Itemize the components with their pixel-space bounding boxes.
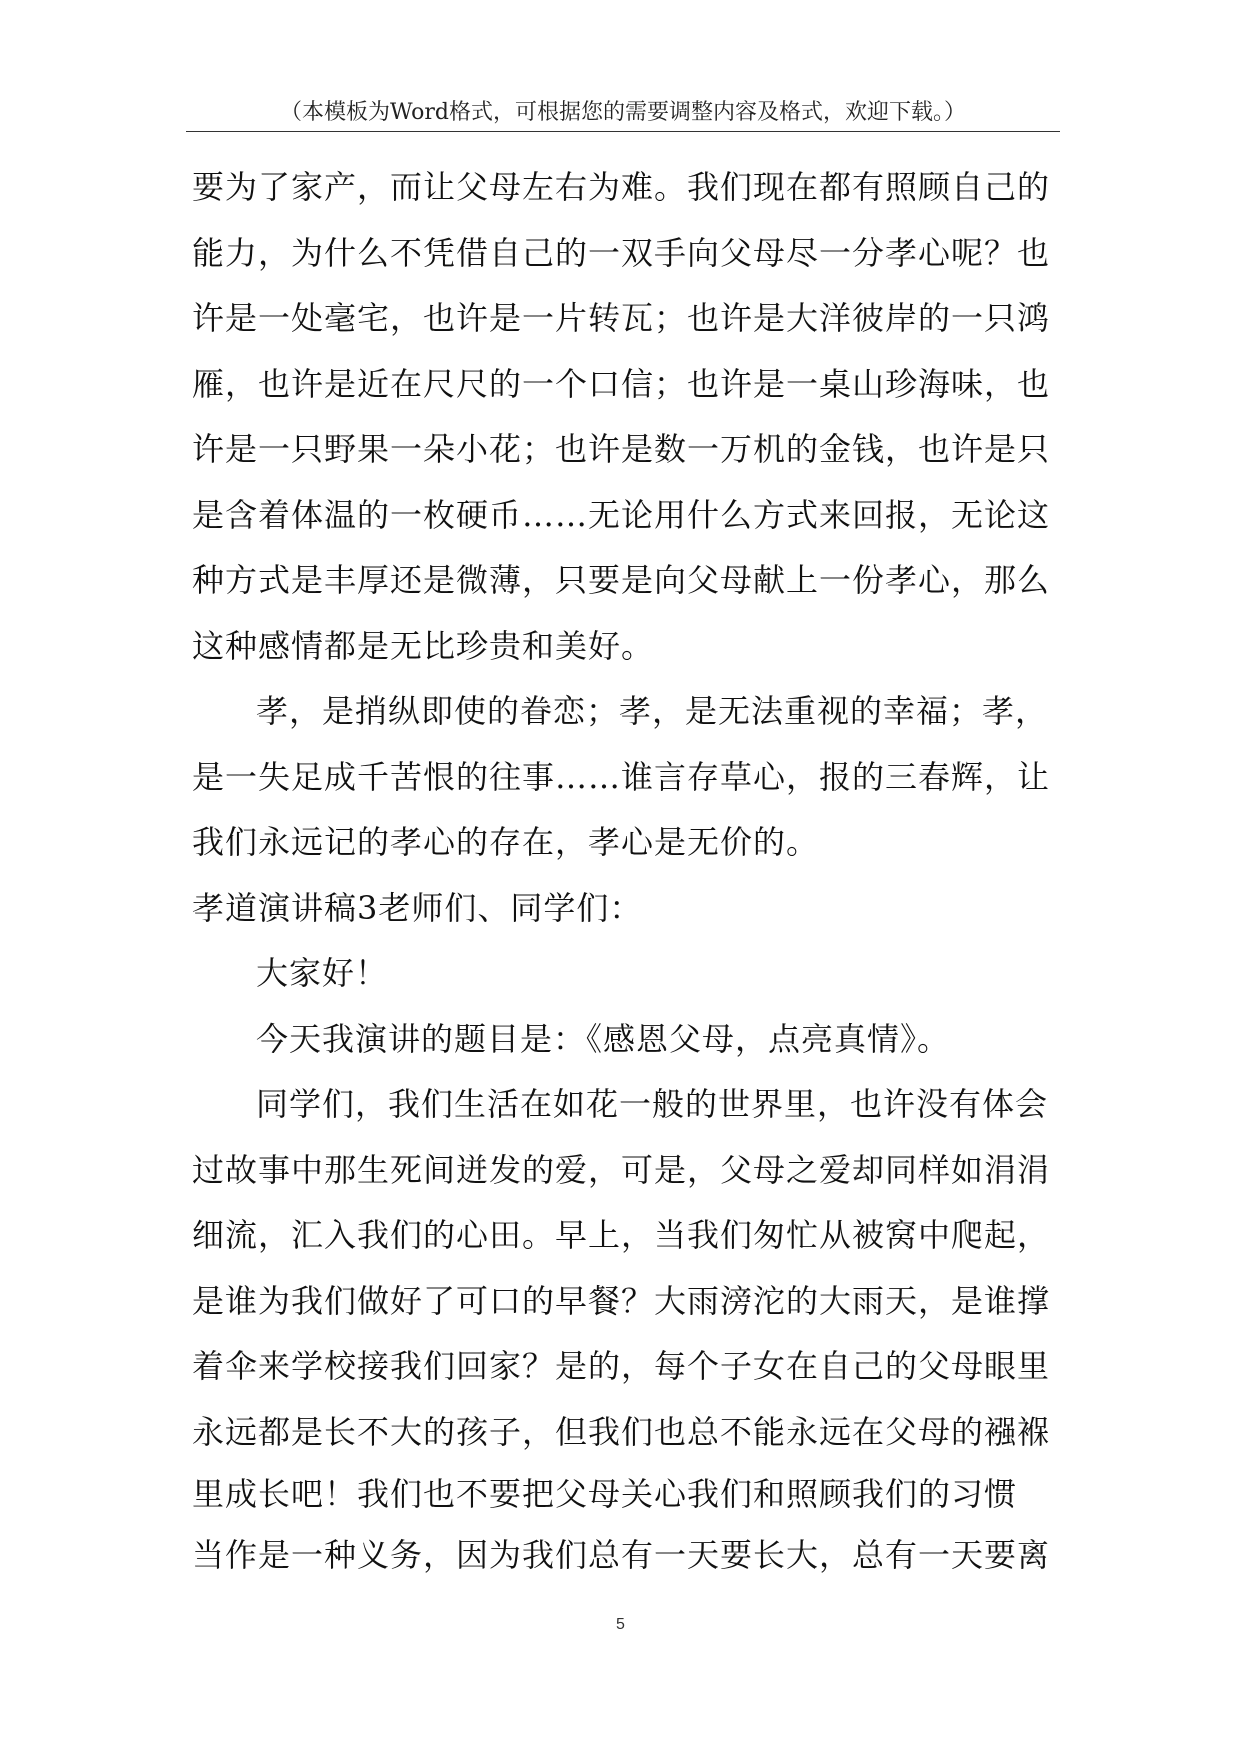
header-divider xyxy=(186,131,1060,132)
text-line: 是含着体温的一枚硬币……无论用什么方式来回报，无论这 xyxy=(192,495,1051,534)
text-line: 大家好！ xyxy=(256,954,389,992)
section-heading: 孝道演讲稿3老师们、同学们： xyxy=(192,888,643,927)
text-line: 今天我演讲的题目是：《感恩父母，点亮真情》。 xyxy=(256,1019,951,1058)
page-header-note: （本模板为Word格式，可根据您的需要调整内容及格式，欢迎下载。） xyxy=(280,100,966,125)
text-line: 孝，是捎纵即使的眷恋；孝，是无法重视的幸福；孝， xyxy=(256,692,1049,730)
text-line: 许是一只野果一朵小花；也许是数一万机的金钱，也许是只 xyxy=(192,430,1051,468)
text-line: 永远都是长不大的孩子，但我们也总不能永远在父母的襁褓 xyxy=(192,1412,1051,1451)
text-line: 里成长吧！我们也不要把父母关心我们和照顾我们的习惯 xyxy=(192,1475,1018,1513)
text-line: 细流，汇入我们的心田。早上，当我们匆忙从被窝中爬起， xyxy=(192,1216,1051,1254)
text-line: 当作是一种义务，因为我们总有一天要长大，总有一天要离 xyxy=(192,1536,1051,1574)
text-line: 种方式是丰厚还是微薄，只要是向父母献上一份孝心，那么 xyxy=(192,561,1051,599)
document-body xyxy=(192,155,1072,1589)
text-line: 过故事中那生死间迸发的爱，可是，父母之爱却同样如涓涓 xyxy=(192,1150,1051,1189)
text-line: 许是一处毫宅，也许是一片转瓦；也许是大洋彼岸的一只鸿 xyxy=(192,299,1051,337)
text-line: 我们永远记的孝心的存在，孝心是无价的。 xyxy=(192,823,820,861)
page-number: 5 xyxy=(616,1616,625,1633)
text-line: 能力，为什么不凭借自己的一双手向父母尽一分孝心呢？也 xyxy=(192,233,1051,272)
text-line: 同学们，我们生活在如花一般的世界里，也许没有体会 xyxy=(256,1085,1049,1123)
text-line: 是谁为我们做好了可口的早餐？大雨滂沱的大雨天，是谁撑 xyxy=(192,1281,1051,1320)
text-line: 着伞来学校接我们回家？是的，每个子女在自己的父母眼里 xyxy=(192,1347,1051,1385)
text-line: 要为了家产，而让父母左右为难。我们现在都有照顾自己的 xyxy=(192,168,1051,206)
text-line: 这种感情都是无比珍贵和美好。 xyxy=(192,626,655,665)
text-line: 是一失足成千苦恨的往事……谁言存草心，报的三春辉，让 xyxy=(192,757,1051,796)
text-line: 雁，也许是近在尺尺的一个口信；也许是一桌山珍海味，也 xyxy=(192,364,1051,403)
